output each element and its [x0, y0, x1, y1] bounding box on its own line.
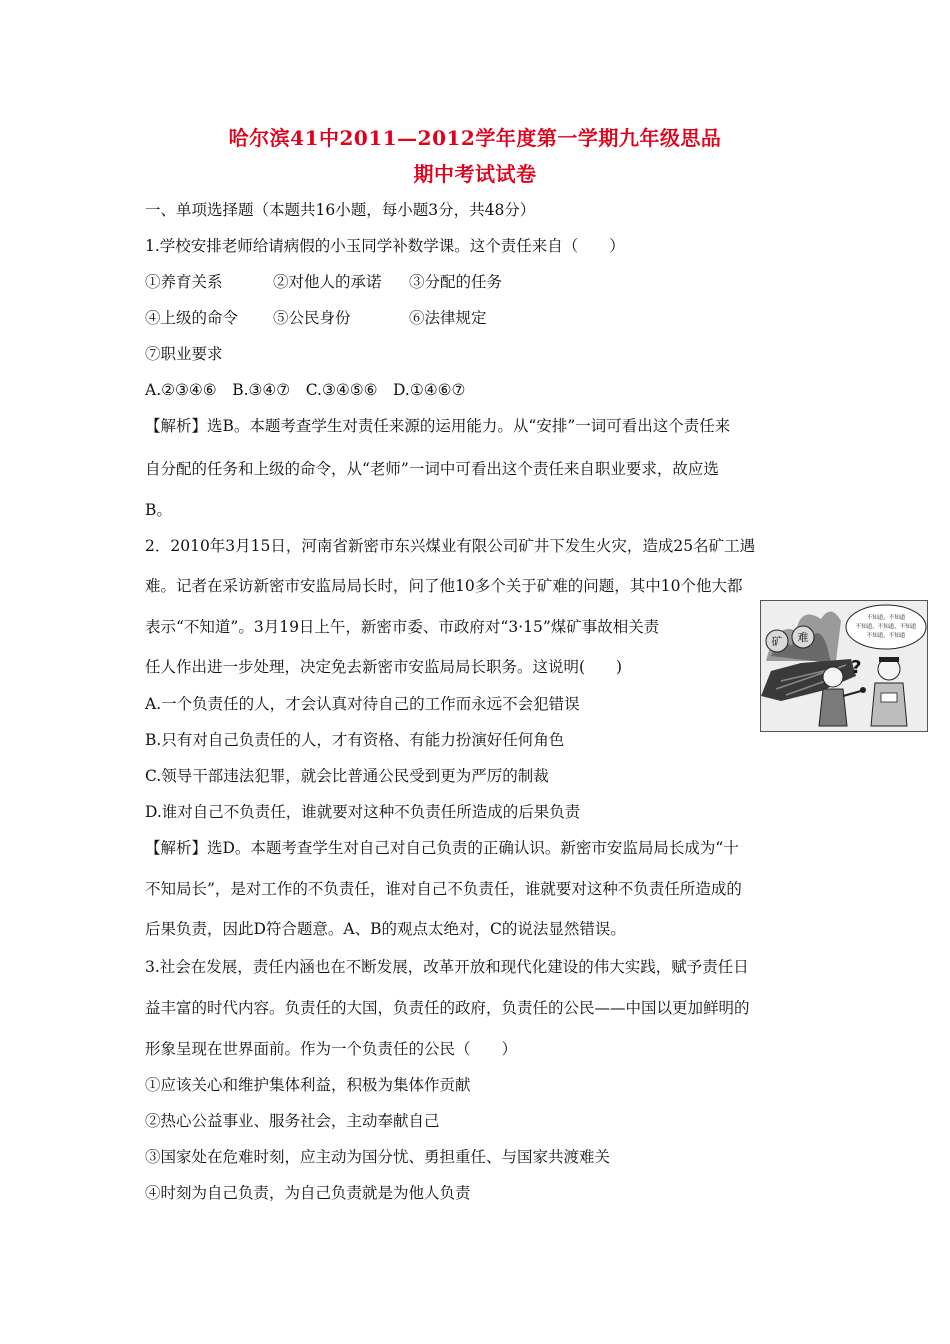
q1-options: A.②③④⑥ B.③④⑦ C.③④⑤⑥ D.①④⑥⑦	[145, 381, 466, 399]
q1-item: ④上级的命令	[145, 309, 239, 327]
q1-item: ①养育关系	[145, 273, 223, 291]
mine-disaster-cartoon	[760, 600, 928, 732]
exam-title-line2: 期中考试试卷	[413, 162, 537, 186]
q2-analysis-line: 不知局长”，是对工作的不负责任，谁对自己不负责任，谁就要对这种不负责任所造成的	[145, 880, 742, 898]
q3-item: ③国家处在危难时刻，应主动为国分忧、勇担重任、与国家共渡难关	[145, 1148, 611, 1166]
q3-stem-line: 形象呈现在世界面前。作为一个负责任的公民（ ）	[145, 1040, 518, 1058]
q1-analysis-line: 【解析】选B。本题考查学生对责任来源的运用能力。从“安排”一词可看出这个责任来	[145, 417, 731, 435]
q1-item-row3: ⑦职业要求	[145, 345, 223, 363]
cartoon-illustration	[761, 601, 927, 731]
q2-stem-line: 难。记者在采访新密市安监局局长时，问了他10多个关于矿难的问题，其中10个他大都	[145, 577, 743, 595]
q1-item: ⑥法律规定	[409, 309, 487, 327]
q3-item: ②热心公益事业、服务社会，主动奉献自己	[145, 1112, 440, 1130]
q3-item: ④时刻为自己负责，为自己负责就是为他人负责	[145, 1184, 471, 1202]
q2-analysis-line: 【解析】选D。本题考查学生对自己对自己负责的正确认识。新密市安监局局长成为“十	[145, 839, 739, 857]
q1-analysis-line: B。	[145, 501, 172, 519]
q2-stem-line: 表示“不知道”。3月19日上午，新密市委、市政府对“3·15”煤矿事故相关责	[145, 618, 660, 636]
question-mark: ?	[851, 657, 862, 678]
cartoon-sign-1: 矿	[771, 635, 783, 648]
q3-stem-line: 3.社会在发展，责任内涵也在不断发展，改革开放和现代化建设的伟大实践，赋予责任日	[145, 958, 749, 976]
q1-item: ②对他人的承诺	[273, 273, 382, 291]
section-heading: 一、单项选择题（本题共16小题，每小题3分，共48分）	[145, 201, 536, 219]
q1-analysis-line: 自分配的任务和上级的命令，从“老师”一词中可看出这个责任来自职业要求，故应选	[145, 460, 719, 478]
bubble-line: 不知道，不知道	[866, 615, 906, 621]
bubble-line: 不知道，不知道，不知道	[855, 624, 917, 630]
q2-option: B.只有对自己负责任的人，才有资格、有能力扮演好任何角色	[145, 731, 565, 749]
q2-option: A.一个负责任的人，才会认真对待自己的工作而永远不会犯错误	[145, 695, 580, 713]
cartoon-sign-2: 难	[797, 631, 809, 644]
bubble-line: 不知道，不知道	[866, 633, 906, 639]
q2-option: D.谁对自己不负责任，谁就要对这种不负责任所造成的后果负责	[145, 803, 581, 821]
q1-item: ③分配的任务	[409, 273, 503, 291]
q2-stem-line: 任人作出进一步处理，决定免去新密市安监局局长职务。这说明( )	[145, 658, 623, 676]
q3-stem-line: 益丰富的时代内容。负责任的大国，负责任的政府，负责任的公民——中国以更加鲜明的	[145, 999, 750, 1017]
q1-items-row1	[145, 272, 502, 292]
q3-item: ①应该关心和维护集体利益，积极为集体作贡献	[145, 1076, 471, 1094]
q1-items-row2	[145, 308, 487, 328]
exam-title-line1: 哈尔滨41中2011—2012学年度第一学期九年级思品	[228, 126, 722, 150]
q1-stem: 1.学校安排老师给请病假的小玉同学补数学课。这个责任来自（ ）	[145, 237, 625, 255]
q2-option: C.领导干部违法犯罪，就会比普通公民受到更为严厉的制裁	[145, 767, 549, 785]
q2-stem-line: 2．2010年3月15日，河南省新密市东兴煤业有限公司矿井下发生火灾，造成25名矿工遇	[145, 537, 756, 555]
q2-analysis-line: 后果负责，因此D符合题意。A、B的观点太绝对，C的说法显然错误。	[145, 920, 626, 938]
q1-item: ⑤公民身份	[273, 309, 351, 327]
